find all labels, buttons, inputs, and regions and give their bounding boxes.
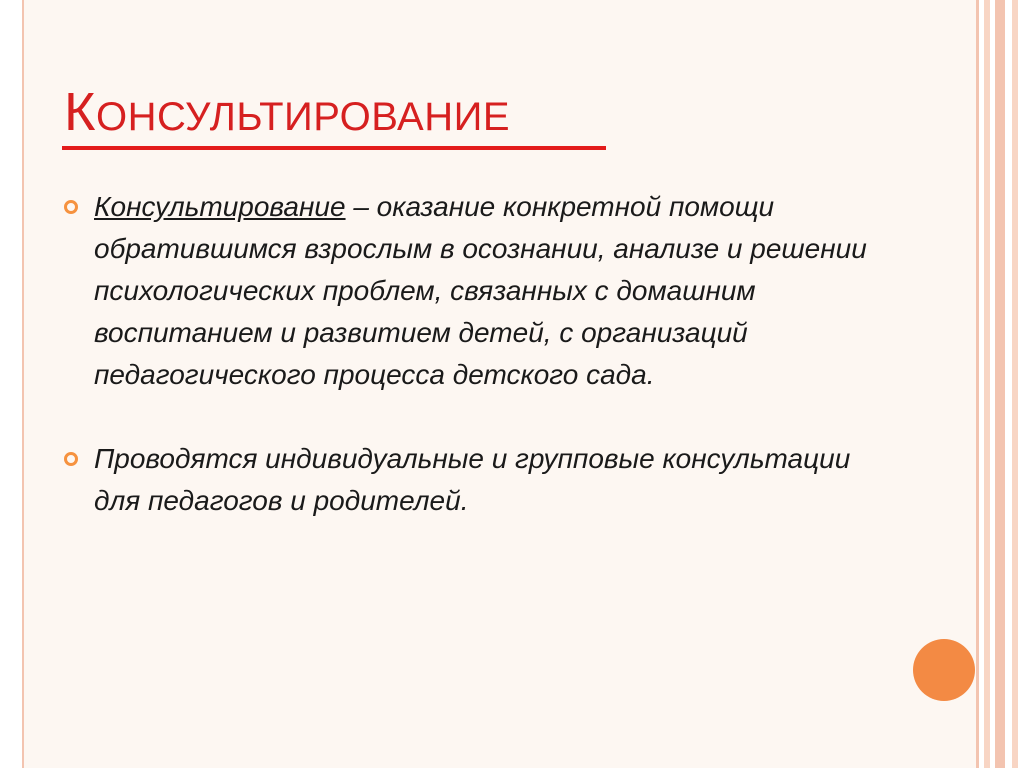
ring-bullet-icon xyxy=(64,200,78,214)
orange-circle-decoration xyxy=(913,639,975,701)
bullet-item-definition xyxy=(64,186,884,396)
bullet-text: – оказание конкретной помощи обратившимся взрослым в осознании, анализе и решении психологических проблем, связанных с домашним воспитанием и развитием детей, с организаций педагогического процесса детского сада. xyxy=(94,191,867,390)
bullet-text: Проводятся индивидуальные и групповые консультации для педагогов и родителей. xyxy=(94,443,851,516)
right-frame-stripe xyxy=(984,0,990,768)
ring-bullet-icon xyxy=(64,452,78,466)
title-first-letter: К xyxy=(64,82,96,142)
bullet-list xyxy=(64,186,884,522)
title-underline xyxy=(62,146,606,150)
right-frame-stripe xyxy=(1012,0,1018,768)
bullet-item-consultations xyxy=(64,438,884,522)
title-rest: ОНСУЛЬТИРОВАНИЕ xyxy=(95,95,511,139)
left-frame-stripe xyxy=(0,0,24,768)
right-frame-stripe xyxy=(976,0,979,768)
bullet-term: Консультирование xyxy=(94,191,346,222)
right-frame-stripe xyxy=(995,0,1005,768)
slide-title xyxy=(64,82,510,147)
